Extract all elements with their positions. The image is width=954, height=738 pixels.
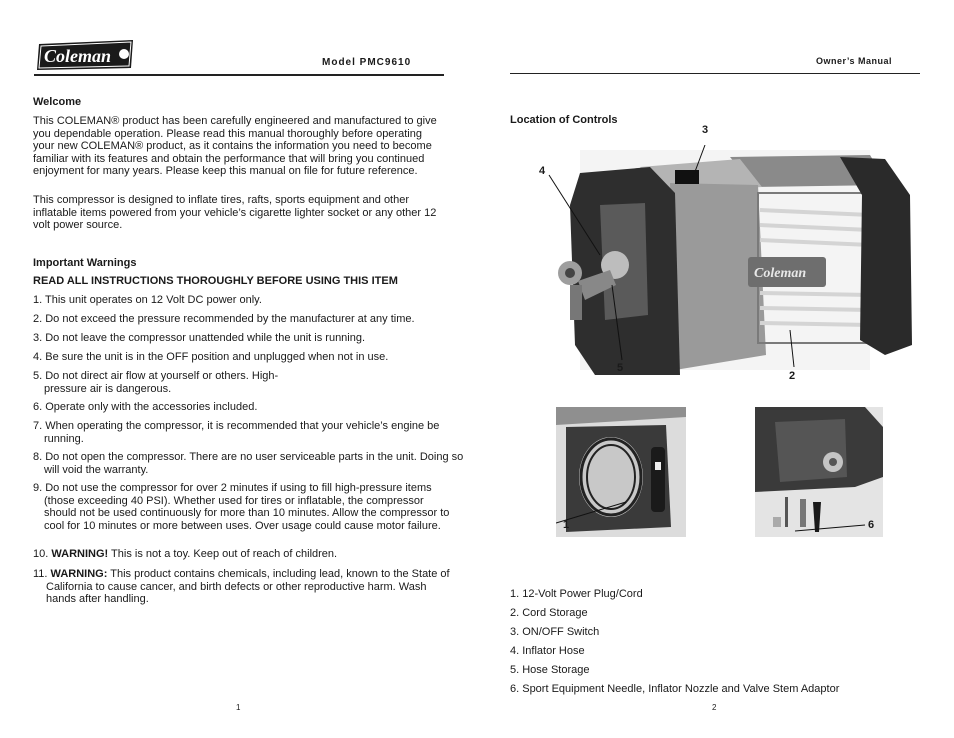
- welcome-paragraph-2: This compressor is designed to inflate tires, rafts, sports equipment and other inflatable items powered from your vehicle’s cigarette lighter socket or any other 12 volt power source.: [33, 194, 437, 231]
- page-number-right: 2: [712, 703, 717, 712]
- warning-item-3: 3. Do not leave the compressor unattended while the unit is running.: [33, 332, 366, 344]
- warning-item-9: 9. Do not use the compressor for over 2 minutes if using to fill high-pressure items (those exceeding 40 PSI). Whether used for tires or inflatable, the compressor should not be used continuously for more than 10 minutes. Allow the compressor to cool for 10 minutes or more between uses. Over usage could cause motor failure.: [33, 482, 450, 532]
- cord-storage-photo: [556, 407, 686, 537]
- warning-item-1: 1. This unit operates on 12 Volt DC power only.: [33, 294, 262, 306]
- accessories-photo: [755, 407, 883, 537]
- legend-item-1: 1. 12-Volt Power Plug/Cord: [510, 588, 643, 600]
- callout-6: 6: [868, 519, 875, 531]
- callout-3: 3: [702, 124, 709, 136]
- warning-item-11: [33, 568, 458, 606]
- right-header-rule: [510, 73, 920, 74]
- left-header-rule: [34, 74, 444, 76]
- callout-1: 1: [563, 519, 570, 531]
- page-number-left: 1: [236, 703, 241, 712]
- warning-item-7: 7. When operating the compressor, it is recommended that your vehicle’s engine be running.: [33, 420, 440, 445]
- warning-11-label: WARNING:: [50, 568, 108, 580]
- owners-manual-label: Owner’s Manual: [816, 56, 893, 66]
- legend-item-6: 6. Sport Equipment Needle, Inflator Nozzle and Valve Stem Adaptor: [510, 683, 840, 695]
- warning-10-label: WARNING!: [51, 548, 109, 560]
- warning-item-10: [33, 548, 453, 561]
- model-number: Model PMC9610: [322, 57, 412, 68]
- warning-10-text: This is not a toy. Keep out of reach of children.: [111, 548, 338, 560]
- legend-item-2: 2. Cord Storage: [510, 607, 588, 619]
- warning-11-number: 11.: [33, 568, 48, 580]
- warnings-subheading: READ ALL INSTRUCTIONS THOROUGHLY BEFORE USING THIS ITEM: [33, 275, 398, 287]
- callout-2: 2: [789, 370, 796, 382]
- welcome-heading: Welcome: [33, 96, 82, 108]
- warning-11-text: This product contains chemicals, including lead, known to the State of California to cause cancer, and birth defects or other reproductive harm. Wash hands after handling.: [46, 568, 450, 605]
- warning-10-number: 10.: [33, 548, 49, 560]
- logo-text: Coleman: [44, 46, 112, 66]
- compressor-main-image: [540, 145, 912, 375]
- callout-5: 5: [617, 362, 624, 374]
- legend-item-4: 4. Inflator Hose: [510, 645, 585, 657]
- product-brand-badge: Coleman: [754, 266, 807, 281]
- warning-item-2: 2. Do not exceed the pressure recommended by the manufacturer at any time.: [33, 313, 415, 325]
- callout-4: 4: [539, 165, 546, 177]
- welcome-paragraph-1: This COLEMAN® product has been carefully engineered and manufactured to give you dependable operation. Please read this manual thoroughly before operating your new COLEMAN® product, as it contains the information you need to become familiar with its features and obtain the performance that will bring you continued enjoyment for many years. Please keep this manual on file for future reference.: [33, 115, 437, 177]
- coleman-logo: [36, 38, 136, 72]
- legend-item-5: 5. Hose Storage: [510, 664, 590, 676]
- controls-heading: Location of Controls: [510, 114, 618, 126]
- warning-item-6: 6. Operate only with the accessories included.: [33, 401, 258, 413]
- warning-item-8: 8. Do not open the compressor. There are no user serviceable parts in the unit. Doing so will void the warranty.: [33, 451, 464, 476]
- legend-item-3: 3. ON/OFF Switch: [510, 626, 600, 638]
- warning-item-4: 4. Be sure the unit is in the OFF position and unplugged when not in use.: [33, 351, 389, 363]
- warnings-heading: Important Warnings: [33, 257, 137, 269]
- warning-item-5: 5. Do not direct air flow at yourself or others. High-pressure air is dangerous.: [33, 370, 279, 395]
